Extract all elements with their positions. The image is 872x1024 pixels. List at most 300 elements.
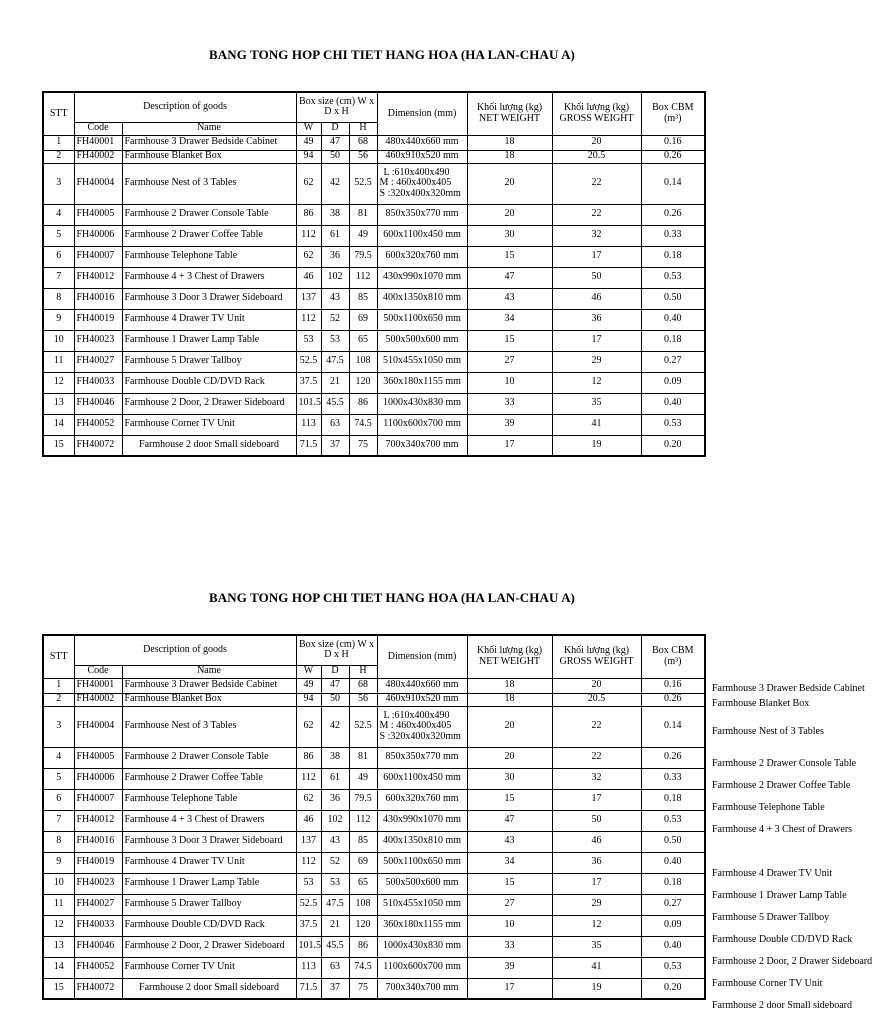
cell-cbm: 0.53 bbox=[641, 267, 705, 288]
cell-w: 37.5 bbox=[296, 372, 321, 393]
table-row bbox=[43, 288, 705, 309]
table-row bbox=[43, 693, 705, 706]
cell-stt: 6 bbox=[43, 789, 74, 810]
cell-gross: 20 bbox=[552, 678, 641, 693]
cell-h: 120 bbox=[349, 915, 377, 936]
cell-dimension: 1000x430x830 mm bbox=[377, 393, 467, 414]
cell-cbm: 0.16 bbox=[641, 678, 705, 693]
cell-gross: 29 bbox=[552, 894, 641, 915]
cell-gross: 22 bbox=[552, 706, 641, 747]
cell-name: Farmhouse Double CD/DVD Rack bbox=[122, 915, 296, 936]
cell-dimension: 400x1350x810 mm bbox=[377, 831, 467, 852]
cell-stt: 5 bbox=[43, 225, 74, 246]
cell-stt: 5 bbox=[43, 768, 74, 789]
cell-h: 86 bbox=[349, 393, 377, 414]
cell-d: 63 bbox=[321, 957, 349, 978]
cell-gross: 50 bbox=[552, 810, 641, 831]
cell-stt: 3 bbox=[43, 706, 74, 747]
overflow-cell: Farmhouse Blanket Box bbox=[712, 698, 810, 709]
cell-gross: 12 bbox=[552, 915, 641, 936]
overflow-cell: Farmhouse 2 Drawer Console Table bbox=[712, 758, 857, 769]
cell-code: FH40046 bbox=[74, 936, 122, 957]
table-row bbox=[43, 978, 705, 999]
cell-stt: 8 bbox=[43, 831, 74, 852]
cell-w: 62 bbox=[296, 706, 321, 747]
cell-net: 17 bbox=[467, 978, 552, 999]
cell-h: 85 bbox=[349, 288, 377, 309]
cell-dimension: 480x440x660 mm bbox=[377, 135, 467, 150]
cell-stt: 14 bbox=[43, 414, 74, 435]
goods-table-1 bbox=[42, 91, 706, 457]
cell-code: FH40019 bbox=[74, 309, 122, 330]
cell-net: 39 bbox=[467, 957, 552, 978]
header-name: Name bbox=[122, 665, 296, 678]
cell-dimension: 500x500x600 mm bbox=[377, 873, 467, 894]
cell-name: Farmhouse 1 Drawer Lamp Table bbox=[122, 873, 296, 894]
cell-w: 112 bbox=[296, 768, 321, 789]
cell-stt: 8 bbox=[43, 288, 74, 309]
cell-w: 46 bbox=[296, 267, 321, 288]
cell-stt: 11 bbox=[43, 351, 74, 372]
header-stt: STT bbox=[43, 635, 74, 678]
header-net-weight-line2: NET WEIGHT bbox=[479, 112, 541, 124]
cell-h: 81 bbox=[349, 204, 377, 225]
cell-dimension: 500x1100x650 mm bbox=[377, 309, 467, 330]
cell-h: 49 bbox=[349, 225, 377, 246]
cell-net: 15 bbox=[467, 330, 552, 351]
header-net-weight bbox=[467, 92, 552, 135]
cell-net: 20 bbox=[467, 163, 552, 204]
header-gross-weight bbox=[552, 635, 641, 678]
cell-d: 47.5 bbox=[321, 894, 349, 915]
cell-h: 86 bbox=[349, 936, 377, 957]
dimension-line: L :610x400x490 bbox=[383, 166, 450, 178]
cell-stt: 2 bbox=[43, 150, 74, 163]
cell-h: 56 bbox=[349, 150, 377, 163]
dimension-line: M : 460x400x405 bbox=[379, 720, 452, 732]
table-row bbox=[43, 936, 705, 957]
cell-d: 61 bbox=[321, 768, 349, 789]
cell-stt: 3 bbox=[43, 163, 74, 204]
cell-cbm: 0.26 bbox=[641, 204, 705, 225]
cell-cbm: 0.33 bbox=[641, 768, 705, 789]
cell-d: 38 bbox=[321, 204, 349, 225]
cell-stt: 13 bbox=[43, 936, 74, 957]
table-row bbox=[43, 372, 705, 393]
table-row bbox=[43, 873, 705, 894]
cell-code: FH40002 bbox=[74, 693, 122, 706]
cell-gross: 22 bbox=[552, 204, 641, 225]
cell-cbm: 0.09 bbox=[641, 372, 705, 393]
header-name: Name bbox=[122, 122, 296, 135]
header-code: Code bbox=[74, 665, 122, 678]
cell-cbm: 0.50 bbox=[641, 831, 705, 852]
cell-w: 53 bbox=[296, 330, 321, 351]
cell-d: 36 bbox=[321, 789, 349, 810]
cell-dimension: 600x1100x450 mm bbox=[377, 225, 467, 246]
cell-d: 50 bbox=[321, 150, 349, 163]
cell-net: 30 bbox=[467, 768, 552, 789]
cell-w: 86 bbox=[296, 204, 321, 225]
cell-cbm: 0.40 bbox=[641, 393, 705, 414]
header-dimension: Dimension (mm) bbox=[377, 92, 467, 135]
header-row bbox=[43, 635, 705, 665]
cell-dimension: 850x350x770 mm bbox=[377, 204, 467, 225]
cell-net: 10 bbox=[467, 372, 552, 393]
cell-cbm: 0.26 bbox=[641, 150, 705, 163]
cell-name: Farmhouse Corner TV Unit bbox=[122, 957, 296, 978]
table-row bbox=[43, 768, 705, 789]
cell-cbm: 0.14 bbox=[641, 706, 705, 747]
cell-dimension: 430x990x1070 mm bbox=[377, 810, 467, 831]
cell-h: 69 bbox=[349, 852, 377, 873]
cell-cbm: 0.26 bbox=[641, 693, 705, 706]
cell-stt: 1 bbox=[43, 135, 74, 150]
cell-name: Farmhouse 4 Drawer TV Unit bbox=[122, 309, 296, 330]
table-row bbox=[43, 225, 705, 246]
header-gross-weight-line2: GROSS WEIGHT bbox=[559, 655, 634, 667]
cell-w: 62 bbox=[296, 163, 321, 204]
cell-gross: 20.5 bbox=[552, 693, 641, 706]
cell-gross: 17 bbox=[552, 246, 641, 267]
dimension-line: L :610x400x490 bbox=[383, 709, 450, 721]
cell-name: Farmhouse 3 Door 3 Drawer Sideboard bbox=[122, 288, 296, 309]
cell-d: 45.5 bbox=[321, 936, 349, 957]
overflow-cell: Farmhouse 4 + 3 Chest of Drawers bbox=[712, 824, 853, 835]
cell-net: 10 bbox=[467, 915, 552, 936]
dimension-line: S :320x400x320mm bbox=[379, 730, 461, 742]
cell-dimension: 850x350x770 mm bbox=[377, 747, 467, 768]
cell-cbm: 0.18 bbox=[641, 789, 705, 810]
cell-code: FH40001 bbox=[74, 135, 122, 150]
cell-name: Farmhouse 3 Drawer Bedside Cabinet bbox=[122, 135, 296, 150]
header-box-cbm: Box CBM (m³) bbox=[641, 635, 705, 678]
cell-d: 43 bbox=[321, 831, 349, 852]
cell-gross: 12 bbox=[552, 372, 641, 393]
cell-gross: 29 bbox=[552, 351, 641, 372]
cell-code: FH40016 bbox=[74, 288, 122, 309]
header-code: Code bbox=[74, 122, 122, 135]
table-row bbox=[43, 330, 705, 351]
cell-net: 47 bbox=[467, 810, 552, 831]
cell-h: 49 bbox=[349, 768, 377, 789]
cell-h: 52.5 bbox=[349, 706, 377, 747]
cell-net: 15 bbox=[467, 873, 552, 894]
header-net-weight-line1: Khối lượng (kg) bbox=[476, 102, 543, 114]
cell-dimension: 460x910x520 mm bbox=[377, 693, 467, 706]
cell-net: 18 bbox=[467, 678, 552, 693]
cell-net: 20 bbox=[467, 204, 552, 225]
cell-cbm: 0.27 bbox=[641, 894, 705, 915]
overflow-cell: Farmhouse 2 Door, 2 Drawer Sideboard bbox=[712, 956, 872, 967]
cell-code: FH40052 bbox=[74, 957, 122, 978]
cell-net: 20 bbox=[467, 706, 552, 747]
cell-stt: 6 bbox=[43, 246, 74, 267]
cell-code: FH40016 bbox=[74, 831, 122, 852]
cell-d: 102 bbox=[321, 810, 349, 831]
cell-h: 108 bbox=[349, 351, 377, 372]
cell-name: Farmhouse 2 Door, 2 Drawer Sideboard bbox=[122, 936, 296, 957]
cell-gross: 32 bbox=[552, 768, 641, 789]
cell-name: Farmhouse 3 Door 3 Drawer Sideboard bbox=[122, 831, 296, 852]
overflow-cell: Farmhouse 3 Drawer Bedside Cabinet bbox=[712, 683, 865, 694]
overflow-cell: Farmhouse 2 Drawer Coffee Table bbox=[712, 780, 851, 791]
cell-net: 33 bbox=[467, 393, 552, 414]
cell-h: 75 bbox=[349, 435, 377, 456]
header-description: Description of goods bbox=[74, 635, 296, 665]
cell-cbm: 0.53 bbox=[641, 414, 705, 435]
cell-net: 15 bbox=[467, 246, 552, 267]
cell-cbm: 0.53 bbox=[641, 810, 705, 831]
cell-gross: 41 bbox=[552, 957, 641, 978]
cell-h: 69 bbox=[349, 309, 377, 330]
cell-code: FH40027 bbox=[74, 351, 122, 372]
cell-gross: 41 bbox=[552, 414, 641, 435]
cell-name: Farmhouse Telephone Table bbox=[122, 789, 296, 810]
cell-code: FH40072 bbox=[74, 978, 122, 999]
cell-code: FH40002 bbox=[74, 150, 122, 163]
cell-cbm: 0.09 bbox=[641, 915, 705, 936]
cell-name: Farmhouse 2 Drawer Coffee Table bbox=[122, 768, 296, 789]
cell-w: 94 bbox=[296, 693, 321, 706]
table-row bbox=[43, 678, 705, 693]
table-row bbox=[43, 747, 705, 768]
cell-d: 21 bbox=[321, 915, 349, 936]
cell-name: Farmhouse 2 Drawer Console Table bbox=[122, 204, 296, 225]
header-row bbox=[43, 92, 705, 122]
table-row bbox=[43, 852, 705, 873]
cell-w: 137 bbox=[296, 288, 321, 309]
cell-code: FH40007 bbox=[74, 789, 122, 810]
cell-gross: 46 bbox=[552, 288, 641, 309]
cell-dimension: 1100x600x700 mm bbox=[377, 414, 467, 435]
cell-gross: 22 bbox=[552, 747, 641, 768]
cell-w: 94 bbox=[296, 150, 321, 163]
cell-d: 47.5 bbox=[321, 351, 349, 372]
cell-w: 52.5 bbox=[296, 894, 321, 915]
cell-name: Farmhouse Corner TV Unit bbox=[122, 414, 296, 435]
cell-cbm: 0.33 bbox=[641, 225, 705, 246]
overflow-cell: Farmhouse Nest of 3 Tables bbox=[712, 726, 824, 737]
cell-net: 17 bbox=[467, 435, 552, 456]
cell-w: 137 bbox=[296, 831, 321, 852]
cell-name: Farmhouse Nest of 3 Tables bbox=[122, 163, 296, 204]
cell-w: 49 bbox=[296, 135, 321, 150]
overflow-cell: Farmhouse 5 Drawer Tallboy bbox=[712, 912, 830, 923]
dimension-line: M : 460x400x405 bbox=[379, 177, 452, 189]
cell-dimension: 500x500x600 mm bbox=[377, 330, 467, 351]
table-row bbox=[43, 163, 705, 204]
cell-name: Farmhouse 2 Drawer Coffee Table bbox=[122, 225, 296, 246]
cell-stt: 12 bbox=[43, 372, 74, 393]
cell-w: 113 bbox=[296, 414, 321, 435]
header-stt: STT bbox=[43, 92, 74, 135]
cell-code: FH40001 bbox=[74, 678, 122, 693]
cell-w: 101.5 bbox=[296, 936, 321, 957]
header-d: D bbox=[321, 665, 349, 678]
cell-stt: 15 bbox=[43, 978, 74, 999]
header-box-size: Box size (cm) W x D x H bbox=[296, 635, 377, 665]
cell-w: 112 bbox=[296, 225, 321, 246]
header-box-size: Box size (cm) W x D x H bbox=[296, 92, 377, 122]
cell-stt: 4 bbox=[43, 747, 74, 768]
cell-stt: 11 bbox=[43, 894, 74, 915]
cell-stt: 1 bbox=[43, 678, 74, 693]
cell-cbm: 0.40 bbox=[641, 309, 705, 330]
cell-d: 21 bbox=[321, 372, 349, 393]
table-row bbox=[43, 915, 705, 936]
cell-net: 34 bbox=[467, 309, 552, 330]
cell-stt: 10 bbox=[43, 873, 74, 894]
header-box-cbm: Box CBM (m³) bbox=[641, 92, 705, 135]
cell-name: Farmhouse 2 door Small sideboard bbox=[122, 978, 296, 999]
cell-gross: 50 bbox=[552, 267, 641, 288]
header-gross-weight-line2: GROSS WEIGHT bbox=[559, 112, 634, 124]
table-row bbox=[43, 135, 705, 150]
cell-h: 112 bbox=[349, 810, 377, 831]
table-title-2: BANG TONG HOP CHI TIET HANG HOA (HA LAN-CHAU A) bbox=[209, 590, 575, 605]
cell-name: Farmhouse 4 + 3 Chest of Drawers bbox=[122, 810, 296, 831]
cell-stt: 7 bbox=[43, 810, 74, 831]
table-row bbox=[43, 414, 705, 435]
cell-stt: 7 bbox=[43, 267, 74, 288]
cell-code: FH40019 bbox=[74, 852, 122, 873]
cell-cbm: 0.20 bbox=[641, 978, 705, 999]
cell-gross: 46 bbox=[552, 831, 641, 852]
cell-cbm: 0.50 bbox=[641, 288, 705, 309]
cell-w: 71.5 bbox=[296, 435, 321, 456]
cell-code: FH40023 bbox=[74, 873, 122, 894]
overflow-cell: Farmhouse Double CD/DVD Rack bbox=[712, 934, 853, 945]
cell-dimension: 600x1100x450 mm bbox=[377, 768, 467, 789]
cell-w: 62 bbox=[296, 789, 321, 810]
cell-cbm: 0.26 bbox=[641, 747, 705, 768]
cell-code: FH40046 bbox=[74, 393, 122, 414]
cell-h: 74.5 bbox=[349, 957, 377, 978]
cell-net: 18 bbox=[467, 693, 552, 706]
table-row bbox=[43, 393, 705, 414]
cell-h: 65 bbox=[349, 873, 377, 894]
cell-gross: 22 bbox=[552, 163, 641, 204]
header-dimension: Dimension (mm) bbox=[377, 635, 467, 678]
cell-w: 71.5 bbox=[296, 978, 321, 999]
cell-d: 45.5 bbox=[321, 393, 349, 414]
goods-table-2 bbox=[42, 634, 706, 1000]
cell-d: 52 bbox=[321, 309, 349, 330]
cell-w: 112 bbox=[296, 309, 321, 330]
overflow-cell: Farmhouse 2 door Small sideboard bbox=[712, 1000, 852, 1011]
cell-net: 43 bbox=[467, 831, 552, 852]
overflow-cell: Farmhouse Telephone Table bbox=[712, 802, 825, 813]
table-row bbox=[43, 831, 705, 852]
header-gross-weight-line1: Khối lượng (kg) bbox=[563, 102, 630, 114]
cell-code: FH40072 bbox=[74, 435, 122, 456]
table-row bbox=[43, 150, 705, 163]
cell-dimension: 700x340x700 mm bbox=[377, 435, 467, 456]
cell-dimension: 500x1100x650 mm bbox=[377, 852, 467, 873]
cell-dimension: 600x320x760 mm bbox=[377, 789, 467, 810]
cell-net: 27 bbox=[467, 894, 552, 915]
cell-code: FH40006 bbox=[74, 768, 122, 789]
table-title-1: BANG TONG HOP CHI TIET HANG HOA (HA LAN-CHAU A) bbox=[209, 47, 575, 62]
cell-h: 112 bbox=[349, 267, 377, 288]
cell-w: 113 bbox=[296, 957, 321, 978]
cell-dimension: 460x910x520 mm bbox=[377, 150, 467, 163]
overflow-cell: Farmhouse 1 Drawer Lamp Table bbox=[712, 890, 847, 901]
cell-h: 65 bbox=[349, 330, 377, 351]
cell-net: 15 bbox=[467, 789, 552, 810]
cell-w: 46 bbox=[296, 810, 321, 831]
cell-h: 81 bbox=[349, 747, 377, 768]
cell-w: 101.5 bbox=[296, 393, 321, 414]
header-w: W bbox=[296, 665, 321, 678]
dimension-line: S :320x400x320mm bbox=[379, 187, 461, 199]
cell-gross: 17 bbox=[552, 789, 641, 810]
header-w: W bbox=[296, 122, 321, 135]
table-row bbox=[43, 246, 705, 267]
cell-d: 61 bbox=[321, 225, 349, 246]
cell-cbm: 0.53 bbox=[641, 957, 705, 978]
cell-h: 79.5 bbox=[349, 789, 377, 810]
cell-cbm: 0.40 bbox=[641, 852, 705, 873]
cell-h: 74.5 bbox=[349, 414, 377, 435]
cell-gross: 20 bbox=[552, 135, 641, 150]
cell-w: 53 bbox=[296, 873, 321, 894]
cell-stt: 14 bbox=[43, 957, 74, 978]
cell-w: 37.5 bbox=[296, 915, 321, 936]
cell-name: Farmhouse 5 Drawer Tallboy bbox=[122, 894, 296, 915]
cell-dimension: 360x180x1155 mm bbox=[377, 372, 467, 393]
cell-net: 18 bbox=[467, 150, 552, 163]
cell-w: 49 bbox=[296, 678, 321, 693]
cell-d: 47 bbox=[321, 135, 349, 150]
cell-cbm: 0.18 bbox=[641, 330, 705, 351]
cell-h: 56 bbox=[349, 693, 377, 706]
cell-net: 20 bbox=[467, 747, 552, 768]
overflow-cell: Farmhouse Corner TV Unit bbox=[712, 978, 823, 989]
cell-net: 34 bbox=[467, 852, 552, 873]
header-h: H bbox=[349, 122, 377, 135]
table-row bbox=[43, 810, 705, 831]
cell-cbm: 0.18 bbox=[641, 873, 705, 894]
cell-stt: 13 bbox=[43, 393, 74, 414]
table-row bbox=[43, 957, 705, 978]
cell-name: Farmhouse 2 Drawer Console Table bbox=[122, 747, 296, 768]
cell-h: 68 bbox=[349, 678, 377, 693]
cell-code: FH40012 bbox=[74, 267, 122, 288]
cell-dimension: 510x455x1050 mm bbox=[377, 894, 467, 915]
cell-d: 52 bbox=[321, 852, 349, 873]
cell-dimension: 1100x600x700 mm bbox=[377, 957, 467, 978]
cell-dimension bbox=[377, 163, 467, 204]
cell-d: 47 bbox=[321, 678, 349, 693]
cell-dimension: 400x1350x810 mm bbox=[377, 288, 467, 309]
table-row bbox=[43, 267, 705, 288]
cell-stt: 9 bbox=[43, 852, 74, 873]
cell-d: 53 bbox=[321, 330, 349, 351]
cell-d: 53 bbox=[321, 873, 349, 894]
cell-cbm: 0.16 bbox=[641, 135, 705, 150]
cell-code: FH40006 bbox=[74, 225, 122, 246]
cell-gross: 20.5 bbox=[552, 150, 641, 163]
cell-d: 63 bbox=[321, 414, 349, 435]
cell-name: Farmhouse 3 Drawer Bedside Cabinet bbox=[122, 678, 296, 693]
cell-cbm: 0.14 bbox=[641, 163, 705, 204]
cell-d: 38 bbox=[321, 747, 349, 768]
table-row bbox=[43, 309, 705, 330]
cell-code: FH40004 bbox=[74, 706, 122, 747]
cell-stt: 15 bbox=[43, 435, 74, 456]
